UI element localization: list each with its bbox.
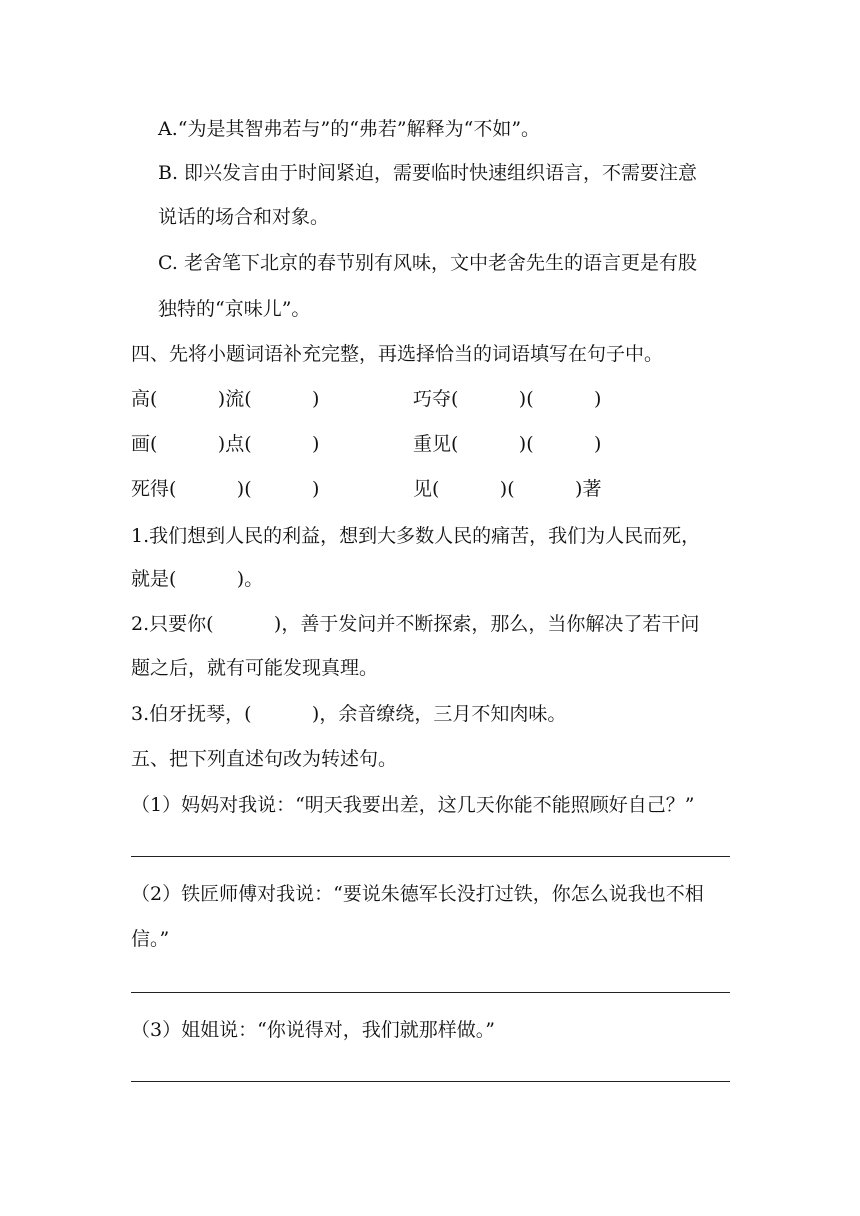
- option-c-line2: 独特的“京味儿”。: [158, 298, 311, 320]
- option-c-line1: C. 老舍笔下北京的春节别有风味，文中老舍先生的语言更是有股: [158, 252, 697, 274]
- sentence-2-line1: （2）铁匠师傅对我说：“要说朱德军长没打过铁，你怎么说我也不相: [131, 883, 704, 905]
- sentence-2-line2: 信。”: [131, 928, 170, 950]
- answer-line-3[interactable]: [131, 1081, 730, 1082]
- idiom-3-right: 见( )( )著: [413, 478, 602, 500]
- idiom-1-right: 巧夺( )( ): [413, 388, 602, 410]
- section5-heading: 五、把下列直述句改为转述句。: [131, 748, 398, 770]
- answer-line-2[interactable]: [131, 992, 730, 993]
- idiom-2-right: 重见( )( ): [413, 433, 602, 455]
- option-a: A.“为是其智弗若与”的“弗若”解释为“不如”。: [158, 118, 541, 140]
- question-1-line2: 就是( )。: [131, 568, 264, 590]
- sentence-3: （3）姐姐说：“你说得对，我们就那样做。”: [131, 1019, 496, 1041]
- question-2-line2: 题之后，就有可能发现真理。: [131, 657, 379, 679]
- section4-heading: 四、先将小题词语补充完整，再选择恰当的词语填写在句子中。: [131, 343, 664, 365]
- idiom-3-left: 死得( )( ): [131, 478, 320, 500]
- question-1-line1: 1.我们想到人民的利益，想到大多数人民的痛苦，我们为人民而死，: [131, 525, 701, 547]
- idiom-2-left: 画( )点( ): [131, 433, 320, 455]
- answer-line-1[interactable]: [131, 856, 730, 857]
- idiom-1-left: 高( )流( ): [131, 388, 320, 410]
- option-b-line2: 说话的场合和对象。: [158, 206, 330, 228]
- question-2-line1: 2.只要你( )，善于发问并不断探索，那么，当你解决了若干问: [131, 613, 700, 635]
- question-3: 3.伯牙抚琴，( )，余音缭绕，三月不知肉味。: [131, 703, 567, 725]
- option-b-line1: B. 即兴发言由于时间紧迫，需要临时快速组织语言，不需要注意: [158, 162, 698, 184]
- sentence-1: （1）妈妈对我说：“明天我要出差，这几天你能不能照顾好自己？”: [131, 794, 695, 816]
